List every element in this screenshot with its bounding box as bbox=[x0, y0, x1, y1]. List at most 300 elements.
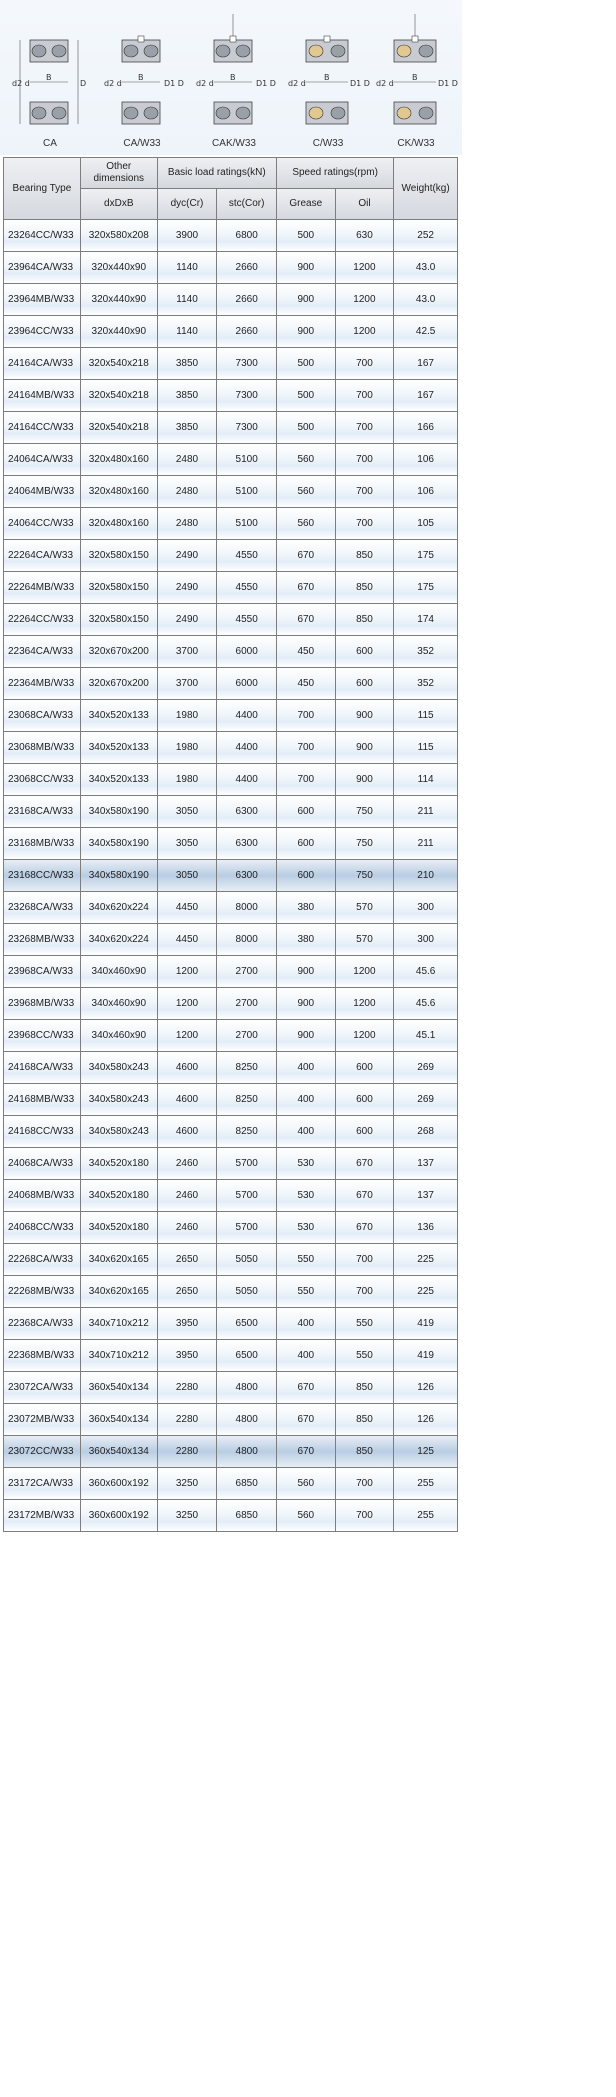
cell-grease-speed: 550 bbox=[277, 1244, 335, 1275]
table-row bbox=[4, 476, 457, 507]
cell-dynamic-load: 1200 bbox=[158, 988, 217, 1019]
cell-bearing-type: 23964MB/W33 bbox=[4, 284, 80, 315]
cell-static-load: 8000 bbox=[217, 924, 276, 955]
diagram-c-w33 bbox=[286, 6, 370, 154]
cell-weight: 136 bbox=[394, 1212, 457, 1243]
cell-grease-speed: 670 bbox=[277, 540, 335, 571]
diagram-caption: C/W33 bbox=[312, 138, 344, 149]
cell-dynamic-load: 1980 bbox=[158, 764, 217, 795]
cell-dimensions: 320x440x90 bbox=[81, 284, 157, 315]
cell-static-load: 5100 bbox=[217, 508, 276, 539]
cell-dimensions: 320x540x218 bbox=[81, 348, 157, 379]
cell-static-load: 4800 bbox=[217, 1436, 276, 1467]
cell-static-load: 2660 bbox=[217, 252, 276, 283]
cell-weight: 300 bbox=[394, 924, 457, 955]
table-row bbox=[4, 1148, 457, 1179]
cell-grease-speed: 560 bbox=[277, 1500, 335, 1531]
cell-bearing-type: 22264CA/W33 bbox=[4, 540, 80, 571]
cell-dynamic-load: 2280 bbox=[158, 1436, 217, 1467]
cell-grease-speed: 450 bbox=[277, 636, 335, 667]
cell-static-load: 2700 bbox=[217, 956, 276, 987]
table-row bbox=[4, 1500, 457, 1531]
cell-bearing-type: 22368CA/W33 bbox=[4, 1308, 80, 1339]
svg-text:D1 D: D1 D bbox=[164, 79, 184, 88]
cell-bearing-type: 24164CC/W33 bbox=[4, 412, 80, 443]
cell-dimensions: 320x540x218 bbox=[81, 412, 157, 443]
cell-weight: 167 bbox=[394, 348, 457, 379]
cell-dynamic-load: 2480 bbox=[158, 476, 217, 507]
cell-dimensions: 360x600x192 bbox=[81, 1468, 157, 1499]
cell-dimensions: 320x580x150 bbox=[81, 604, 157, 635]
cell-dynamic-load: 3850 bbox=[158, 348, 217, 379]
cell-dimensions: 360x540x134 bbox=[81, 1404, 157, 1435]
cell-dimensions: 340x460x90 bbox=[81, 956, 157, 987]
cell-static-load: 6000 bbox=[217, 668, 276, 699]
svg-text:D1 D: D1 D bbox=[438, 79, 458, 88]
svg-text:D1 D: D1 D bbox=[350, 79, 370, 88]
cell-dynamic-load: 3250 bbox=[158, 1500, 217, 1531]
cell-dynamic-load: 4450 bbox=[158, 892, 217, 923]
header-dyc: dyc(Cr) bbox=[158, 189, 217, 219]
cell-oil-speed: 1200 bbox=[336, 252, 394, 283]
cell-dynamic-load: 2460 bbox=[158, 1148, 217, 1179]
cell-weight: 106 bbox=[394, 444, 457, 475]
cell-oil-speed: 700 bbox=[336, 348, 394, 379]
table-row bbox=[4, 220, 457, 251]
cell-static-load: 6300 bbox=[217, 860, 276, 891]
cell-dimensions: 340x520x180 bbox=[81, 1212, 157, 1243]
svg-text:B: B bbox=[324, 73, 330, 82]
table-row bbox=[4, 732, 457, 763]
cell-grease-speed: 560 bbox=[277, 444, 335, 475]
cell-grease-speed: 900 bbox=[277, 252, 335, 283]
table-row bbox=[4, 604, 457, 635]
cell-dynamic-load: 2490 bbox=[158, 540, 217, 571]
cell-dynamic-load: 4600 bbox=[158, 1084, 217, 1115]
cell-dimensions: 340x580x190 bbox=[81, 860, 157, 891]
table-row bbox=[4, 860, 457, 891]
cell-oil-speed: 570 bbox=[336, 892, 394, 923]
cell-bearing-type: 24164MB/W33 bbox=[4, 380, 80, 411]
cell-grease-speed: 380 bbox=[277, 924, 335, 955]
cell-bearing-type: 22268MB/W33 bbox=[4, 1276, 80, 1307]
cell-grease-speed: 380 bbox=[277, 892, 335, 923]
cell-bearing-type: 24168CA/W33 bbox=[4, 1052, 80, 1083]
cell-grease-speed: 560 bbox=[277, 1468, 335, 1499]
cell-bearing-type: 24064CC/W33 bbox=[4, 508, 80, 539]
cell-weight: 106 bbox=[394, 476, 457, 507]
cell-static-load: 5700 bbox=[217, 1212, 276, 1243]
table-row bbox=[4, 1372, 457, 1403]
cell-grease-speed: 600 bbox=[277, 860, 335, 891]
cell-grease-speed: 560 bbox=[277, 476, 335, 507]
cell-grease-speed: 900 bbox=[277, 1020, 335, 1051]
cell-dynamic-load: 2480 bbox=[158, 444, 217, 475]
cell-dimensions: 340x580x243 bbox=[81, 1084, 157, 1115]
cell-oil-speed: 700 bbox=[336, 476, 394, 507]
cell-grease-speed: 700 bbox=[277, 700, 335, 731]
cell-bearing-type: 23268CA/W33 bbox=[4, 892, 80, 923]
cell-oil-speed: 1200 bbox=[336, 316, 394, 347]
table-row bbox=[4, 1436, 457, 1467]
cell-dimensions: 340x710x212 bbox=[81, 1308, 157, 1339]
cell-dynamic-load: 1980 bbox=[158, 732, 217, 763]
diagram-cak-w33 bbox=[192, 6, 276, 154]
svg-text:d2 d: d2 d bbox=[376, 79, 394, 88]
table-header-row bbox=[4, 158, 457, 188]
cell-weight: 114 bbox=[394, 764, 457, 795]
svg-text:d2 d: d2 d bbox=[196, 79, 214, 88]
cell-bearing-type: 23068MB/W33 bbox=[4, 732, 80, 763]
cell-static-load: 2700 bbox=[217, 1020, 276, 1051]
cell-dynamic-load: 1140 bbox=[158, 316, 217, 347]
cell-oil-speed: 550 bbox=[336, 1308, 394, 1339]
table-row bbox=[4, 508, 457, 539]
cell-dynamic-load: 2460 bbox=[158, 1180, 217, 1211]
cell-static-load: 6000 bbox=[217, 636, 276, 667]
svg-text:B: B bbox=[138, 73, 144, 82]
svg-text:d2 d: d2 d bbox=[12, 79, 30, 88]
cell-oil-speed: 850 bbox=[336, 1436, 394, 1467]
cell-dynamic-load: 3850 bbox=[158, 380, 217, 411]
diagram-caption: CA bbox=[43, 138, 57, 149]
cell-oil-speed: 700 bbox=[336, 1468, 394, 1499]
cell-static-load: 4550 bbox=[217, 572, 276, 603]
cell-oil-speed: 570 bbox=[336, 924, 394, 955]
cell-dimensions: 340x710x212 bbox=[81, 1340, 157, 1371]
cell-bearing-type: 23968CC/W33 bbox=[4, 1020, 80, 1051]
diagram-ca-w33 bbox=[100, 6, 184, 154]
table-row bbox=[4, 1340, 457, 1371]
cell-dynamic-load: 3700 bbox=[158, 636, 217, 667]
table-row bbox=[4, 764, 457, 795]
cell-grease-speed: 400 bbox=[277, 1084, 335, 1115]
cell-grease-speed: 400 bbox=[277, 1340, 335, 1371]
svg-text:B: B bbox=[46, 73, 52, 82]
cell-dimensions: 340x520x180 bbox=[81, 1148, 157, 1179]
cell-bearing-type: 22364CA/W33 bbox=[4, 636, 80, 667]
cell-bearing-type: 23268MB/W33 bbox=[4, 924, 80, 955]
cell-bearing-type: 23264CC/W33 bbox=[4, 220, 80, 251]
cell-bearing-type: 23964CA/W33 bbox=[4, 252, 80, 283]
table-row bbox=[4, 668, 457, 699]
cell-bearing-type: 24064MB/W33 bbox=[4, 476, 80, 507]
diagram-ck-w33 bbox=[374, 6, 458, 154]
cell-static-load: 7300 bbox=[217, 380, 276, 411]
cell-dimensions: 320x580x208 bbox=[81, 220, 157, 251]
cell-oil-speed: 700 bbox=[336, 508, 394, 539]
bearing-section-drawing bbox=[192, 6, 276, 136]
cell-dynamic-load: 4450 bbox=[158, 924, 217, 955]
cell-dynamic-load: 3700 bbox=[158, 668, 217, 699]
header-grease: Grease bbox=[277, 189, 335, 219]
cell-dynamic-load: 3850 bbox=[158, 412, 217, 443]
diagram-caption: CAK/W33 bbox=[212, 138, 256, 149]
cell-oil-speed: 900 bbox=[336, 732, 394, 763]
cell-static-load: 5050 bbox=[217, 1244, 276, 1275]
cell-weight: 137 bbox=[394, 1180, 457, 1211]
cell-weight: 105 bbox=[394, 508, 457, 539]
cell-oil-speed: 750 bbox=[336, 796, 394, 827]
cell-bearing-type: 23964CC/W33 bbox=[4, 316, 80, 347]
cell-dynamic-load: 2480 bbox=[158, 508, 217, 539]
cell-grease-speed: 530 bbox=[277, 1212, 335, 1243]
svg-text:D: D bbox=[80, 79, 87, 88]
cell-bearing-type: 22264CC/W33 bbox=[4, 604, 80, 635]
cell-bearing-type: 23072CA/W33 bbox=[4, 1372, 80, 1403]
cell-dimensions: 340x580x190 bbox=[81, 828, 157, 859]
header-dxdxb: dxDxB bbox=[81, 189, 157, 219]
cell-dynamic-load: 4600 bbox=[158, 1052, 217, 1083]
cell-static-load: 4400 bbox=[217, 764, 276, 795]
cell-static-load: 5700 bbox=[217, 1148, 276, 1179]
cell-dimensions: 320x670x200 bbox=[81, 636, 157, 667]
cell-grease-speed: 530 bbox=[277, 1148, 335, 1179]
cell-bearing-type: 22268CA/W33 bbox=[4, 1244, 80, 1275]
cell-static-load: 4400 bbox=[217, 700, 276, 731]
header-weight: Weight(kg) bbox=[394, 158, 457, 219]
cell-weight: 167 bbox=[394, 380, 457, 411]
cell-weight: 352 bbox=[394, 636, 457, 667]
cell-bearing-type: 23968CA/W33 bbox=[4, 956, 80, 987]
cell-dynamic-load: 4600 bbox=[158, 1116, 217, 1147]
table-row bbox=[4, 1276, 457, 1307]
cell-weight: 419 bbox=[394, 1340, 457, 1371]
cell-bearing-type: 23068CA/W33 bbox=[4, 700, 80, 731]
cell-static-load: 4550 bbox=[217, 540, 276, 571]
cell-static-load: 2660 bbox=[217, 316, 276, 347]
table-row bbox=[4, 380, 457, 411]
table-row bbox=[4, 1212, 457, 1243]
cell-oil-speed: 600 bbox=[336, 636, 394, 667]
table-row bbox=[4, 284, 457, 315]
svg-text:B: B bbox=[412, 73, 418, 82]
cell-grease-speed: 700 bbox=[277, 732, 335, 763]
table-row bbox=[4, 1020, 457, 1051]
cell-dynamic-load: 2460 bbox=[158, 1212, 217, 1243]
cell-grease-speed: 400 bbox=[277, 1116, 335, 1147]
cell-static-load: 8250 bbox=[217, 1116, 276, 1147]
cell-bearing-type: 24068MB/W33 bbox=[4, 1180, 80, 1211]
cell-grease-speed: 900 bbox=[277, 956, 335, 987]
cell-dimensions: 340x520x133 bbox=[81, 700, 157, 731]
cell-static-load: 4800 bbox=[217, 1404, 276, 1435]
cell-oil-speed: 900 bbox=[336, 764, 394, 795]
cell-oil-speed: 700 bbox=[336, 444, 394, 475]
cell-grease-speed: 500 bbox=[277, 348, 335, 379]
cell-dimensions: 360x540x134 bbox=[81, 1436, 157, 1467]
cell-dynamic-load: 3050 bbox=[158, 860, 217, 891]
table-row bbox=[4, 796, 457, 827]
cell-static-load: 5100 bbox=[217, 476, 276, 507]
cell-oil-speed: 1200 bbox=[336, 284, 394, 315]
cell-dynamic-load: 3950 bbox=[158, 1308, 217, 1339]
header-stc: stc(Cor) bbox=[217, 189, 276, 219]
header-other-dimensions: Other dimensions bbox=[81, 158, 157, 188]
cell-dynamic-load: 3950 bbox=[158, 1340, 217, 1371]
svg-text:d2 d: d2 d bbox=[104, 79, 122, 88]
cell-weight: 43.0 bbox=[394, 284, 457, 315]
cell-oil-speed: 670 bbox=[336, 1148, 394, 1179]
cell-static-load: 6300 bbox=[217, 796, 276, 827]
cell-dimensions: 320x580x150 bbox=[81, 572, 157, 603]
cell-dimensions: 320x480x160 bbox=[81, 476, 157, 507]
cell-dynamic-load: 2490 bbox=[158, 604, 217, 635]
cell-bearing-type: 24064CA/W33 bbox=[4, 444, 80, 475]
table-row bbox=[4, 1084, 457, 1115]
cell-dynamic-load: 2280 bbox=[158, 1372, 217, 1403]
table-row bbox=[4, 1404, 457, 1435]
cell-oil-speed: 1200 bbox=[336, 988, 394, 1019]
table-row bbox=[4, 1052, 457, 1083]
cell-weight: 225 bbox=[394, 1276, 457, 1307]
cell-oil-speed: 700 bbox=[336, 1244, 394, 1275]
cell-dynamic-load: 3050 bbox=[158, 828, 217, 859]
cell-oil-speed: 750 bbox=[336, 828, 394, 859]
cell-dynamic-load: 2490 bbox=[158, 572, 217, 603]
cell-dynamic-load: 1140 bbox=[158, 284, 217, 315]
cell-weight: 419 bbox=[394, 1308, 457, 1339]
cell-bearing-type: 23172MB/W33 bbox=[4, 1500, 80, 1531]
cell-bearing-type: 22264MB/W33 bbox=[4, 572, 80, 603]
header-basic-load: Basic load ratings(kN) bbox=[158, 158, 276, 188]
cell-weight: 175 bbox=[394, 572, 457, 603]
cell-dimensions: 340x620x224 bbox=[81, 924, 157, 955]
cell-bearing-type: 24068CC/W33 bbox=[4, 1212, 80, 1243]
cell-bearing-type: 23168CC/W33 bbox=[4, 860, 80, 891]
cell-static-load: 5050 bbox=[217, 1276, 276, 1307]
table-row bbox=[4, 988, 457, 1019]
cell-grease-speed: 550 bbox=[277, 1276, 335, 1307]
cell-weight: 269 bbox=[394, 1084, 457, 1115]
cell-static-load: 2700 bbox=[217, 988, 276, 1019]
cell-dimensions: 340x460x90 bbox=[81, 1020, 157, 1051]
cell-dimensions: 340x620x224 bbox=[81, 892, 157, 923]
cell-grease-speed: 530 bbox=[277, 1180, 335, 1211]
cell-grease-speed: 670 bbox=[277, 604, 335, 635]
cell-bearing-type: 24168CC/W33 bbox=[4, 1116, 80, 1147]
cell-oil-speed: 850 bbox=[336, 540, 394, 571]
cell-oil-speed: 850 bbox=[336, 604, 394, 635]
cell-oil-speed: 670 bbox=[336, 1212, 394, 1243]
cell-dimensions: 340x580x243 bbox=[81, 1052, 157, 1083]
table-row bbox=[4, 348, 457, 379]
cell-dynamic-load: 3900 bbox=[158, 220, 217, 251]
cell-dimensions: 340x620x165 bbox=[81, 1276, 157, 1307]
cell-grease-speed: 900 bbox=[277, 284, 335, 315]
cell-grease-speed: 600 bbox=[277, 828, 335, 859]
cell-oil-speed: 600 bbox=[336, 1052, 394, 1083]
cell-oil-speed: 700 bbox=[336, 1276, 394, 1307]
cell-grease-speed: 500 bbox=[277, 380, 335, 411]
svg-text:D1 D: D1 D bbox=[256, 79, 276, 88]
cell-static-load: 7300 bbox=[217, 348, 276, 379]
cell-static-load: 6500 bbox=[217, 1308, 276, 1339]
cell-bearing-type: 24168MB/W33 bbox=[4, 1084, 80, 1115]
cell-weight: 252 bbox=[394, 220, 457, 251]
cell-static-load: 4550 bbox=[217, 604, 276, 635]
cell-grease-speed: 500 bbox=[277, 220, 335, 251]
table-row bbox=[4, 316, 457, 347]
cell-dynamic-load: 1200 bbox=[158, 1020, 217, 1051]
svg-text:d2 d: d2 d bbox=[288, 79, 306, 88]
table-row bbox=[4, 1244, 457, 1275]
cell-weight: 211 bbox=[394, 796, 457, 827]
cell-dimensions: 340x460x90 bbox=[81, 988, 157, 1019]
cell-dimensions: 340x520x133 bbox=[81, 732, 157, 763]
bearing-section-drawing bbox=[100, 6, 184, 136]
cell-bearing-type: 23172CA/W33 bbox=[4, 1468, 80, 1499]
cell-weight: 255 bbox=[394, 1500, 457, 1531]
cell-weight: 225 bbox=[394, 1244, 457, 1275]
cell-grease-speed: 400 bbox=[277, 1052, 335, 1083]
table-row bbox=[4, 572, 457, 603]
cell-bearing-type: 22368MB/W33 bbox=[4, 1340, 80, 1371]
table-row bbox=[4, 924, 457, 955]
cell-grease-speed: 560 bbox=[277, 508, 335, 539]
cell-dimensions: 320x480x160 bbox=[81, 508, 157, 539]
cell-bearing-type: 23968MB/W33 bbox=[4, 988, 80, 1019]
svg-text:B: B bbox=[230, 73, 236, 82]
cell-static-load: 6850 bbox=[217, 1468, 276, 1499]
cell-dynamic-load: 3050 bbox=[158, 796, 217, 827]
cell-weight: 166 bbox=[394, 412, 457, 443]
cell-static-load: 2660 bbox=[217, 284, 276, 315]
table-body bbox=[4, 220, 457, 1531]
cell-oil-speed: 850 bbox=[336, 1404, 394, 1435]
cell-weight: 43.0 bbox=[394, 252, 457, 283]
cell-weight: 210 bbox=[394, 860, 457, 891]
cell-grease-speed: 670 bbox=[277, 1404, 335, 1435]
table-row bbox=[4, 636, 457, 667]
bearing-section-drawing bbox=[374, 6, 458, 136]
cell-bearing-type: 24068CA/W33 bbox=[4, 1148, 80, 1179]
cell-grease-speed: 400 bbox=[277, 1308, 335, 1339]
cell-oil-speed: 700 bbox=[336, 1500, 394, 1531]
cell-grease-speed: 600 bbox=[277, 796, 335, 827]
cell-static-load: 5100 bbox=[217, 444, 276, 475]
cell-dynamic-load: 2650 bbox=[158, 1276, 217, 1307]
table-row bbox=[4, 956, 457, 987]
cell-weight: 45.6 bbox=[394, 956, 457, 987]
cell-grease-speed: 670 bbox=[277, 1436, 335, 1467]
cell-weight: 126 bbox=[394, 1404, 457, 1435]
table-row bbox=[4, 892, 457, 923]
diagram-ca bbox=[8, 6, 92, 154]
cell-weight: 269 bbox=[394, 1052, 457, 1083]
cell-weight: 137 bbox=[394, 1148, 457, 1179]
cell-oil-speed: 850 bbox=[336, 572, 394, 603]
cell-dimensions: 340x580x190 bbox=[81, 796, 157, 827]
diagram-caption: CA/W33 bbox=[123, 138, 161, 149]
cell-dimensions: 320x580x150 bbox=[81, 540, 157, 571]
cell-oil-speed: 600 bbox=[336, 1084, 394, 1115]
table-row bbox=[4, 540, 457, 571]
cell-weight: 115 bbox=[394, 700, 457, 731]
cell-weight: 175 bbox=[394, 540, 457, 571]
table-row bbox=[4, 700, 457, 731]
cell-dimensions: 360x600x192 bbox=[81, 1500, 157, 1531]
cell-dimensions: 320x440x90 bbox=[81, 316, 157, 347]
cell-weight: 300 bbox=[394, 892, 457, 923]
cell-weight: 211 bbox=[394, 828, 457, 859]
cell-static-load: 8250 bbox=[217, 1052, 276, 1083]
cell-weight: 126 bbox=[394, 1372, 457, 1403]
cell-static-load: 4800 bbox=[217, 1372, 276, 1403]
cell-dimensions: 320x480x160 bbox=[81, 444, 157, 475]
cell-dynamic-load: 1140 bbox=[158, 252, 217, 283]
cell-dynamic-load: 2650 bbox=[158, 1244, 217, 1275]
